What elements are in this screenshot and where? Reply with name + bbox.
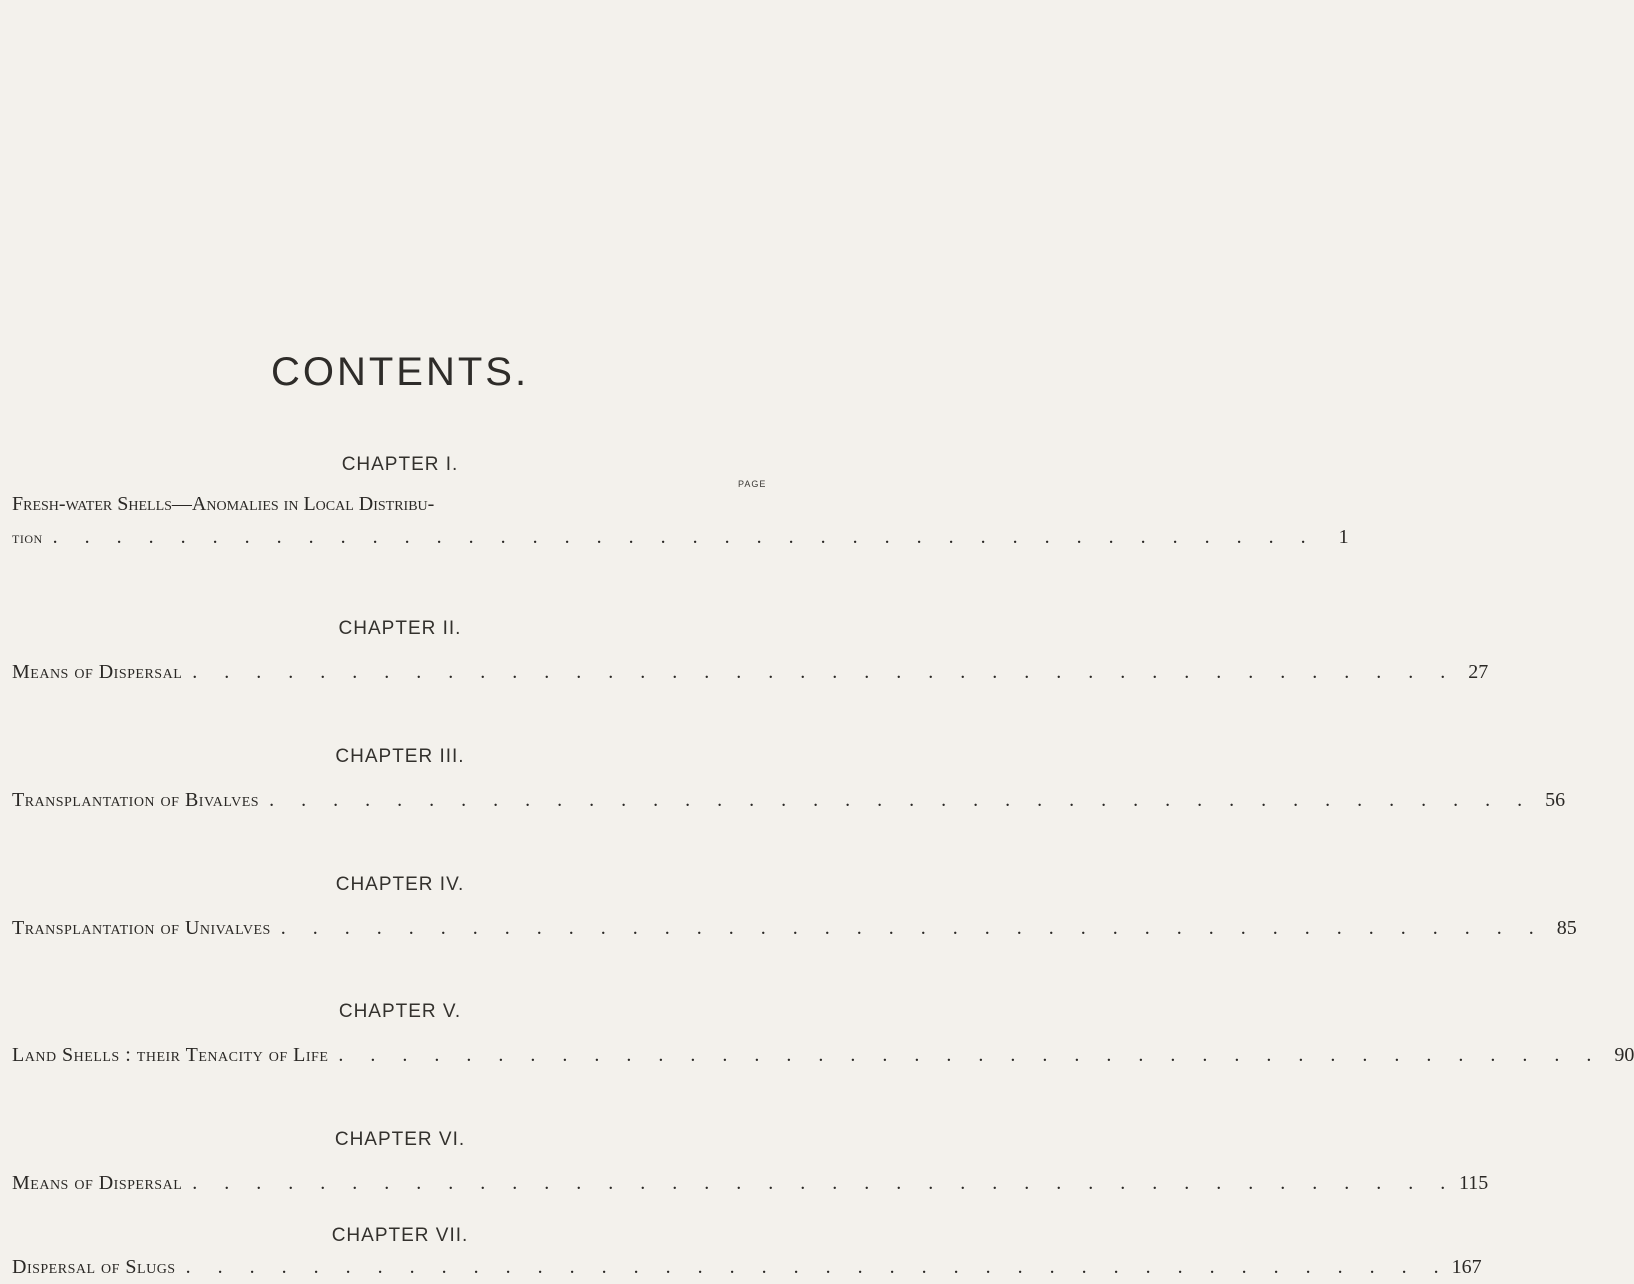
leader-dots: . . . . . . . . . . . . . . . . . . . . . . . . . . . . . . . . . . . . . . . . xyxy=(338,1044,1603,1066)
chapter-title: Means of Dispersal xyxy=(12,661,183,683)
page-number: 56 xyxy=(1545,789,1566,811)
toc-entry xyxy=(12,1256,1482,1279)
toc-entry xyxy=(12,661,1489,684)
leader-dots: . . . . . . . . . . . . . . . . . . . . . . . . . . . . . . . . . . . . . . . . xyxy=(269,789,1534,811)
toc-entry xyxy=(12,917,1577,940)
chapter-title: Means of Dispersal xyxy=(12,1172,183,1194)
toc-entry xyxy=(12,1044,1634,1067)
page-number: 90 xyxy=(1614,1044,1634,1066)
chapter-title: Transplantation of Univalves xyxy=(12,917,271,939)
toc-entry xyxy=(12,789,1566,812)
page-number: 85 xyxy=(1556,917,1577,939)
leader-dots: . . . . . . . . . . . . . . . . . . . . . . . . . . . . . . . . . . . . . . . . xyxy=(185,1256,1450,1278)
chapter-heading: CHAPTER VI. xyxy=(334,1129,466,1150)
leader-dots: . . . . . . . . . . . . . . . . . . . . . . . . . . . . . . . . . . . . . . . . xyxy=(52,526,1317,548)
page-number: 27 xyxy=(1468,661,1489,683)
toc-entry xyxy=(12,526,1349,549)
chapter-title: Fresh-water Shells—Anomalies in Local Distribu- xyxy=(12,493,435,515)
chapter-heading: CHAPTER VII. xyxy=(331,1225,469,1246)
chapter-title: Transplantation of Bivalves xyxy=(12,789,260,811)
chapter-heading: CHAPTER I. xyxy=(341,454,459,475)
chapter-heading: CHAPTER II. xyxy=(338,618,462,639)
leader-dots: . . . . . . . . . . . . . . . . . . . . . . . . . . . . . . . . . . . . . . . . xyxy=(280,917,1545,939)
chapter-heading: CHAPTER IV. xyxy=(335,874,465,895)
chapter-title: Land Shells : their Tenacity of Life xyxy=(12,1044,329,1066)
toc-entry xyxy=(12,1172,1489,1195)
chapter-title: Dispersal of Slugs xyxy=(12,1256,176,1278)
page-column-label: PAGE xyxy=(738,479,767,489)
page-title: CONTENTS. xyxy=(270,350,530,394)
page-number: 115 xyxy=(1459,1172,1489,1194)
chapter-title-continuation: tion xyxy=(12,528,43,547)
leader-dots: . . . . . . . . . . . . . . . . . . . . . . . . . . . . . . . . . . . . . . . . xyxy=(192,1172,1457,1194)
chapter-heading: CHAPTER V. xyxy=(338,1001,462,1022)
chapter-title-line xyxy=(12,493,752,516)
page-number: 167 xyxy=(1451,1256,1482,1278)
page-number: 1 xyxy=(1338,526,1349,548)
leader-dots: . . . . . . . . . . . . . . . . . . . . . . . . . . . . . . . . . . . . . . . . xyxy=(192,661,1457,683)
chapter-heading: CHAPTER III. xyxy=(335,746,465,767)
